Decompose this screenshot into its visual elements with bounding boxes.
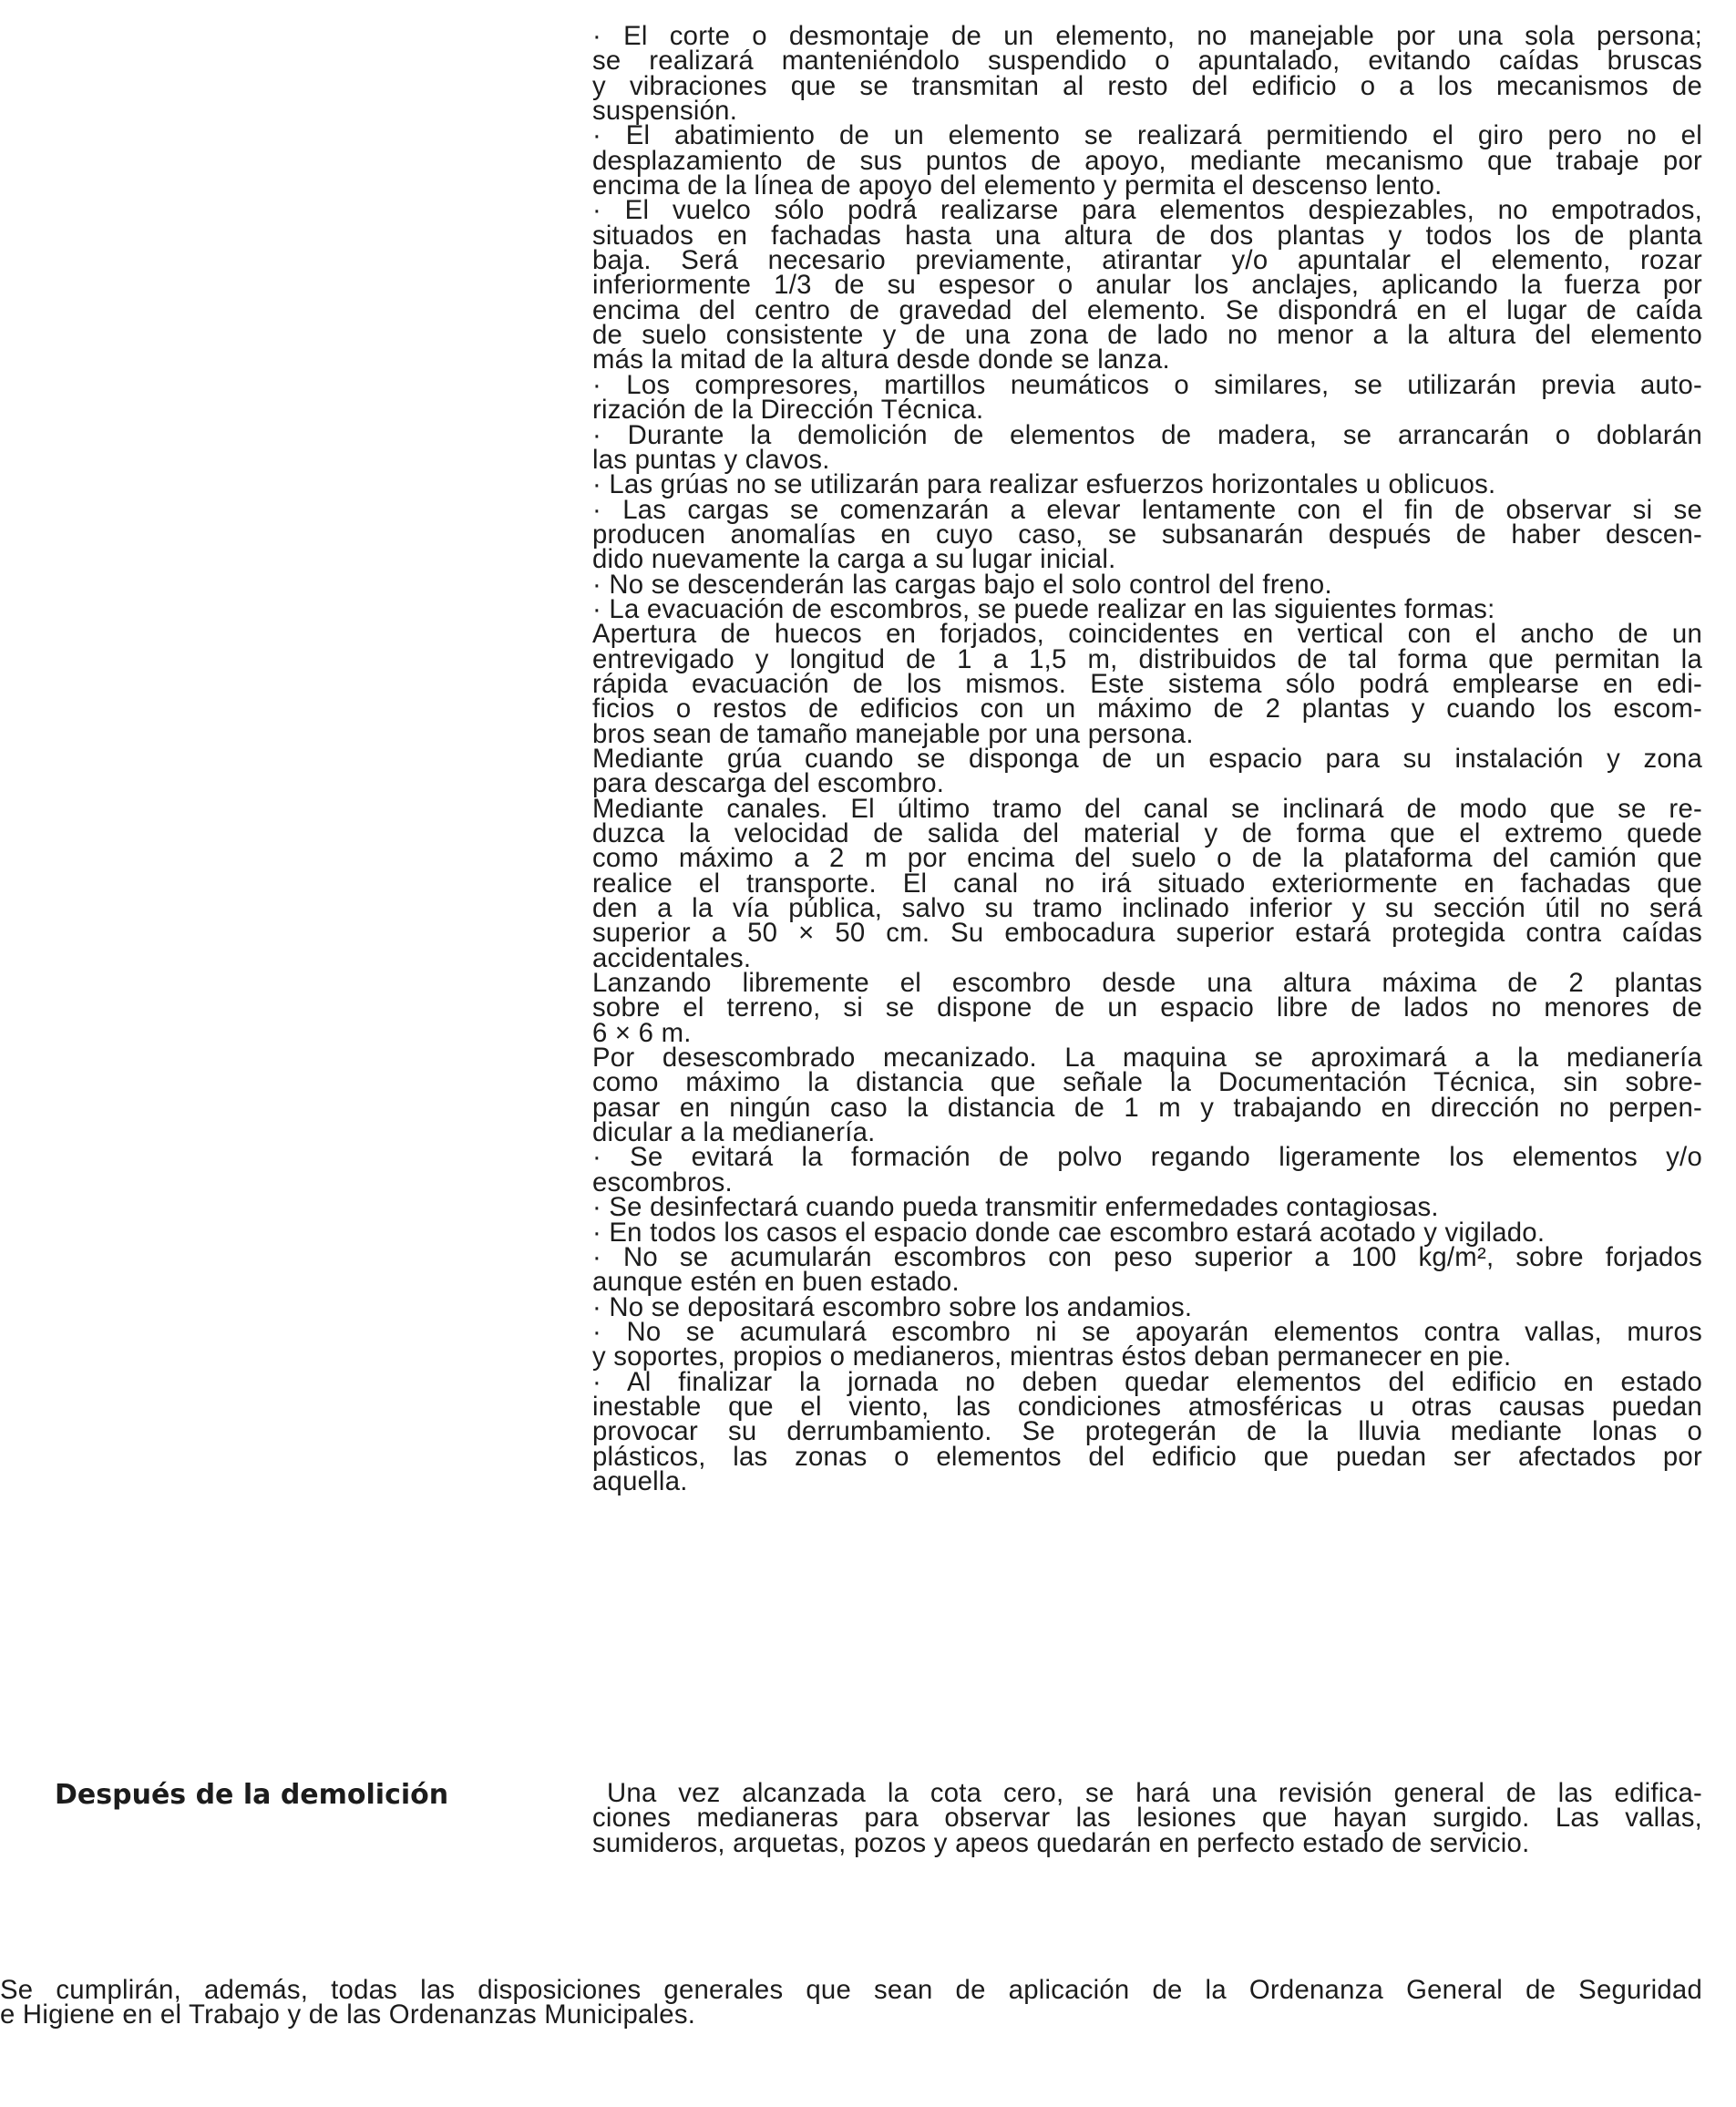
text-line: · Las grúas no se utilizarán para realizar esfuerzos horizontales u oblicuos.	[592, 469, 1496, 500]
text-line: sumideros, arquetas, pozos y apeos quedarán en perfecto estado de servicio.	[592, 1827, 1530, 1858]
text-line: · El vuelco sólo podrá realizarse para elementos despiezables, no empotrados,	[592, 195, 1702, 226]
text-line: · Se desinfectará cuando pueda transmitir enfermedades contagiosas.	[592, 1192, 1439, 1223]
text-line: y vibraciones que se transmitan al resto del edificio o a los mecanismos de	[592, 70, 1702, 101]
text-line: entrevigado y longitud de 1 a 1,5 m, distribuidos de tal forma que permitan la	[592, 643, 1702, 674]
text-line: dicular a la medianería.	[592, 1117, 876, 1148]
text-line: · Durante la demolición de elementos de madera, se arrancarán o doblarán	[592, 419, 1702, 450]
text-line: Se cumplirán, además, todas las disposiciones generales que sean de aplicación de la Ordenanza General de Seguridad	[0, 1975, 1702, 2005]
text-line: suspensión.	[592, 96, 738, 127]
text-line: Lanzando libremente el escombro desde una altura máxima de 2 plantas	[592, 968, 1702, 999]
text-line: más la mitad de la altura desde donde se lanza.	[592, 344, 1170, 375]
text-line: inferiormente 1/3 de su espesor o anular los anclajes, aplicando la fuerza por	[592, 270, 1702, 301]
text-line: inestable que el viento, las condiciones atmosféricas u otras causas puedan	[592, 1391, 1702, 1422]
text-line: aunque estén en buen estado.	[592, 1267, 960, 1298]
text-line: · En todos los casos el espacio donde cae escombro estará acotado y vigilado.	[592, 1217, 1546, 1248]
text-line: · El abatimiento de un elemento se realizará permitiendo el giro pero no el	[592, 120, 1702, 151]
text-line: 6 × 6 m.	[592, 1017, 692, 1048]
section-heading: Después de la demolición	[55, 1779, 449, 1811]
text-line: aquella.	[592, 1465, 688, 1496]
text-line: · La evacuación de escombros, se puede realizar en las siguientes formas:	[592, 593, 1495, 624]
text-line: den a la vía pública, salvo su tramo inclinado inferior y su sección útil no será	[592, 893, 1702, 924]
text-line: situados en fachadas hasta una altura de dos plantas y todos los de planta	[592, 220, 1702, 251]
text-line: Mediante canales. El último tramo del canal se inclinará de modo que se re-	[592, 793, 1702, 824]
text-line: para descarga del escombro.	[592, 768, 945, 799]
text-line: plásticos, las zonas o elementos del edificio que puedan ser afectados por	[592, 1441, 1702, 1472]
demolition-guidelines-text	[592, 21, 1702, 1496]
text-line: de suelo consistente y de una zona de lado no menor a la altura del elemento	[592, 320, 1702, 351]
text-line: baja. Será necesario previamente, atirantar y/o apuntalar el elemento, rozar	[592, 245, 1702, 276]
text-line: e Higiene en el Trabajo y de las Ordenanzas Municipales.	[0, 1999, 696, 2030]
text-line: rápida evacuación de los mismos. Este sistema sólo podrá emplearse en edi-	[592, 668, 1702, 699]
text-line: · Las cargas se comenzarán a elevar lentamente con el fin de observar si se	[592, 494, 1702, 525]
text-line: · Se evitará la formación de polvo regando ligeramente los elementos y/o	[592, 1142, 1702, 1173]
text-line: Por desescombrado mecanizado. La maquina se aproximará a la medianería	[592, 1043, 1702, 1074]
text-line: · Al finalizar la jornada no deben quedar elementos del edificio en estado	[592, 1366, 1702, 1397]
text-line: se realizará manteniéndolo suspendido o apuntalado, evitando caídas bruscas	[592, 46, 1702, 77]
text-line: realice el transporte. El canal no irá situado exteriormente en fachadas que	[592, 868, 1702, 899]
text-line: encima de la línea de apoyo del elemento y permita el descenso lento.	[592, 170, 1443, 201]
text-line: pasar en ningún caso la distancia de 1 m y trabajando en dirección no perpen-	[592, 1092, 1702, 1123]
text-line: · El corte o desmontaje de un elemento, no manejable por una sola persona;	[592, 21, 1702, 51]
text-line: Mediante grúa cuando se disponga de un espacio para su instalación y zona	[592, 743, 1702, 774]
text-line: producen anomalías en cuyo caso, se subsanarán después de haber descen-	[592, 519, 1702, 550]
text-line: ficios o restos de edificios con un máximo de 2 plantas y cuando los escom-	[592, 694, 1702, 725]
text-line: Una vez alcanzada la cota cero, se hará una revisión general de las edifica-	[607, 1778, 1702, 1808]
text-line: sobre el terreno, si se dispone de un espacio libre de lados no menores de	[592, 992, 1702, 1023]
text-line: rización de la Dirección Técnica.	[592, 395, 984, 426]
text-line: las puntas y clavos.	[592, 444, 830, 475]
text-line: dido nuevamente la carga a su lugar inicial.	[592, 544, 1116, 575]
text-line: ciones medianeras para observar las lesiones que hayan surgido. Las vallas,	[592, 1803, 1702, 1834]
text-line: · No se depositará escombro sobre los andamios.	[592, 1291, 1193, 1322]
text-line: encima del centro de gravedad del elemento. Se dispondrá en el lugar de caída	[592, 294, 1702, 325]
text-line: · No se acumulará escombro ni se apoyarán elementos contra vallas, muros	[592, 1316, 1702, 1347]
final-note-paragraph	[0, 1975, 1702, 2030]
text-line: como máximo a 2 m por encima del suelo o de la plataforma del camión que	[592, 843, 1702, 874]
text-line: escombros.	[592, 1167, 733, 1197]
text-line: y soportes, propios o medianeros, mientras éstos deban permanecer en pie.	[592, 1341, 1512, 1372]
section-paragraph	[592, 1778, 1702, 1858]
text-line: duzca la velocidad de salida del material y de forma que el extremo quede	[592, 818, 1702, 848]
text-line: provocar su derrumbamiento. Se protegerán de la lluvia mediante lonas o	[592, 1416, 1702, 1447]
text-line: · No se descenderán las cargas bajo el solo control del freno.	[592, 569, 1332, 600]
text-line: Apertura de huecos en forjados, coincidentes en vertical con el ancho de un	[592, 619, 1702, 650]
text-line: · Los compresores, martillos neumáticos o similares, se utilizarán previa auto-	[592, 369, 1702, 400]
text-line: desplazamiento de sus puntos de apoyo, mediante mecanismo que trabaje por	[592, 145, 1702, 176]
text-line: como máximo la distancia que señale la Documentación Técnica, sin sobre-	[592, 1067, 1702, 1098]
text-line: accidentales.	[592, 942, 752, 973]
text-line: · No se acumularán escombros con peso superior a 100 kg/m², sobre forjados	[592, 1241, 1702, 1272]
text-line: bros sean de tamaño manejable por una persona.	[592, 718, 1194, 749]
text-line: superior a 50 × 50 cm. Su embocadura superior estará protegida contra caídas	[592, 918, 1702, 949]
